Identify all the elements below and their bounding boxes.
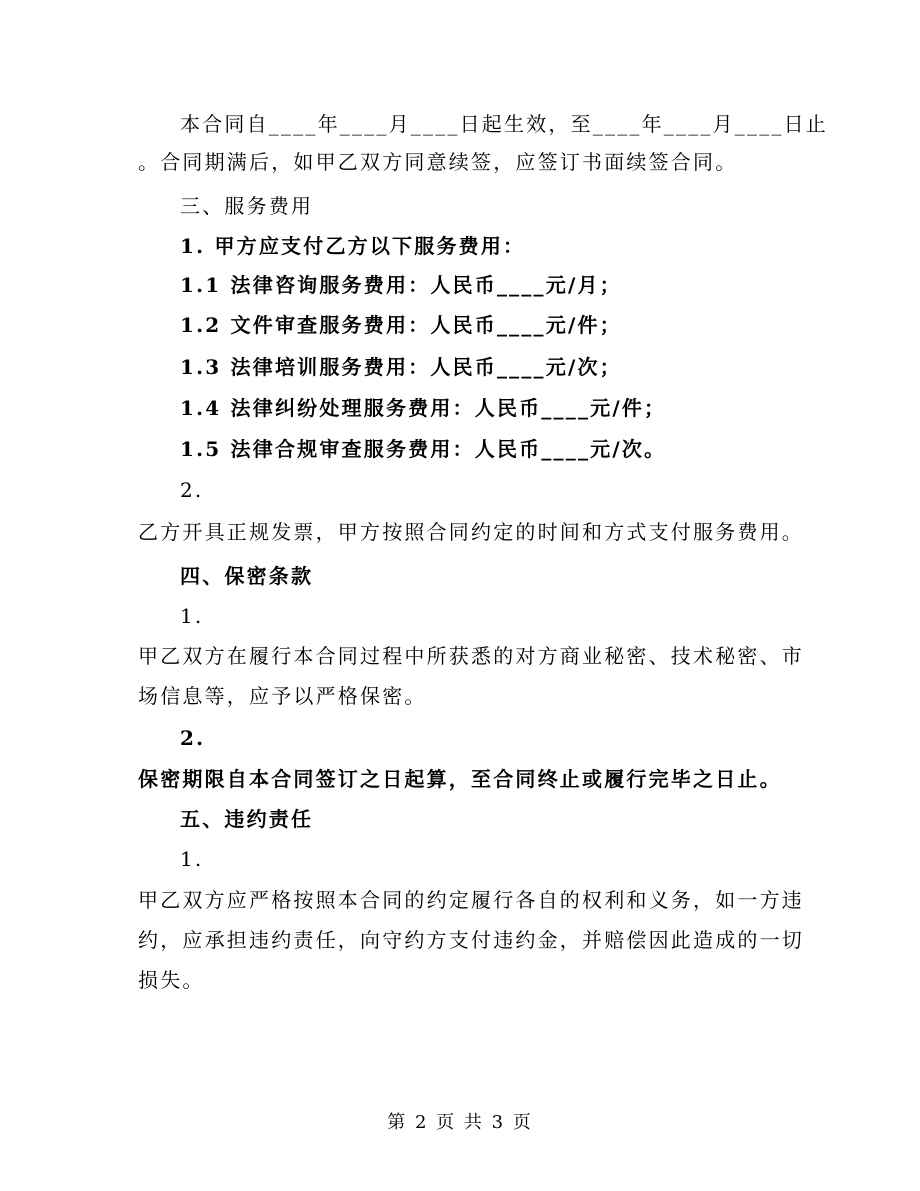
fee-item-dispute: 1.4 法律纠纷处理服务费用：人民币____元/件； xyxy=(180,396,667,420)
confidentiality-term-clause: 保密期限自本合同签订之日起算，至合同终止或履行完毕之日止。 xyxy=(138,767,782,791)
section-heading-liability: 五、违约责任 xyxy=(180,807,314,831)
renewal-line: 。合同期满后，如甲乙双方同意续签，应签订书面续签合同。 xyxy=(138,150,738,174)
clause-number: 1. xyxy=(180,847,204,871)
fees-intro: 1. 甲方应支付乙方以下服务费用： xyxy=(180,234,526,258)
confidentiality-clause-line-2: 场信息等，应予以严格保密。 xyxy=(138,684,427,708)
clause-number: 1. xyxy=(180,604,204,628)
fee-item-review: 1.2 文件审查服务费用：人民币____元/件； xyxy=(180,313,622,337)
fee-item-consulting: 1.1 法律咨询服务费用：人民币____元/月； xyxy=(180,273,622,297)
page-number-footer: 第 2 页 共 3 页 xyxy=(387,1112,533,1133)
confidentiality-clause-line-1: 甲乙双方在履行本合同过程中所获悉的对方商业秘密、技术秘密、市 xyxy=(138,644,804,668)
fee-item-training: 1.3 法律培训服务费用：人民币____元/次； xyxy=(180,355,622,379)
liability-clause-line-2: 约，应承担违约责任，向守约方支付违约金，并赔偿因此造成的一切 xyxy=(138,928,804,952)
liability-clause-line-1: 甲乙双方应严格按照本合同的约定履行各自的权利和义务，如一方违 xyxy=(138,888,804,912)
section-heading-confidentiality: 四、保密条款 xyxy=(180,564,314,588)
liability-clause-line-3: 损失。 xyxy=(138,968,205,992)
fee-item-compliance: 1.5 法律合规审查服务费用：人民币____元/次。 xyxy=(180,437,667,461)
effective-date-line: 本合同自____年____月____日起生效，至____年____月____日止 xyxy=(180,112,828,136)
clause-number: 2. xyxy=(180,478,204,502)
invoice-clause: 乙方开具正规发票，甲方按照合同约定的时间和方式支付服务费用。 xyxy=(138,520,804,544)
section-heading-fees: 三、服务费用 xyxy=(180,194,314,218)
clause-number: 2. xyxy=(180,726,206,750)
